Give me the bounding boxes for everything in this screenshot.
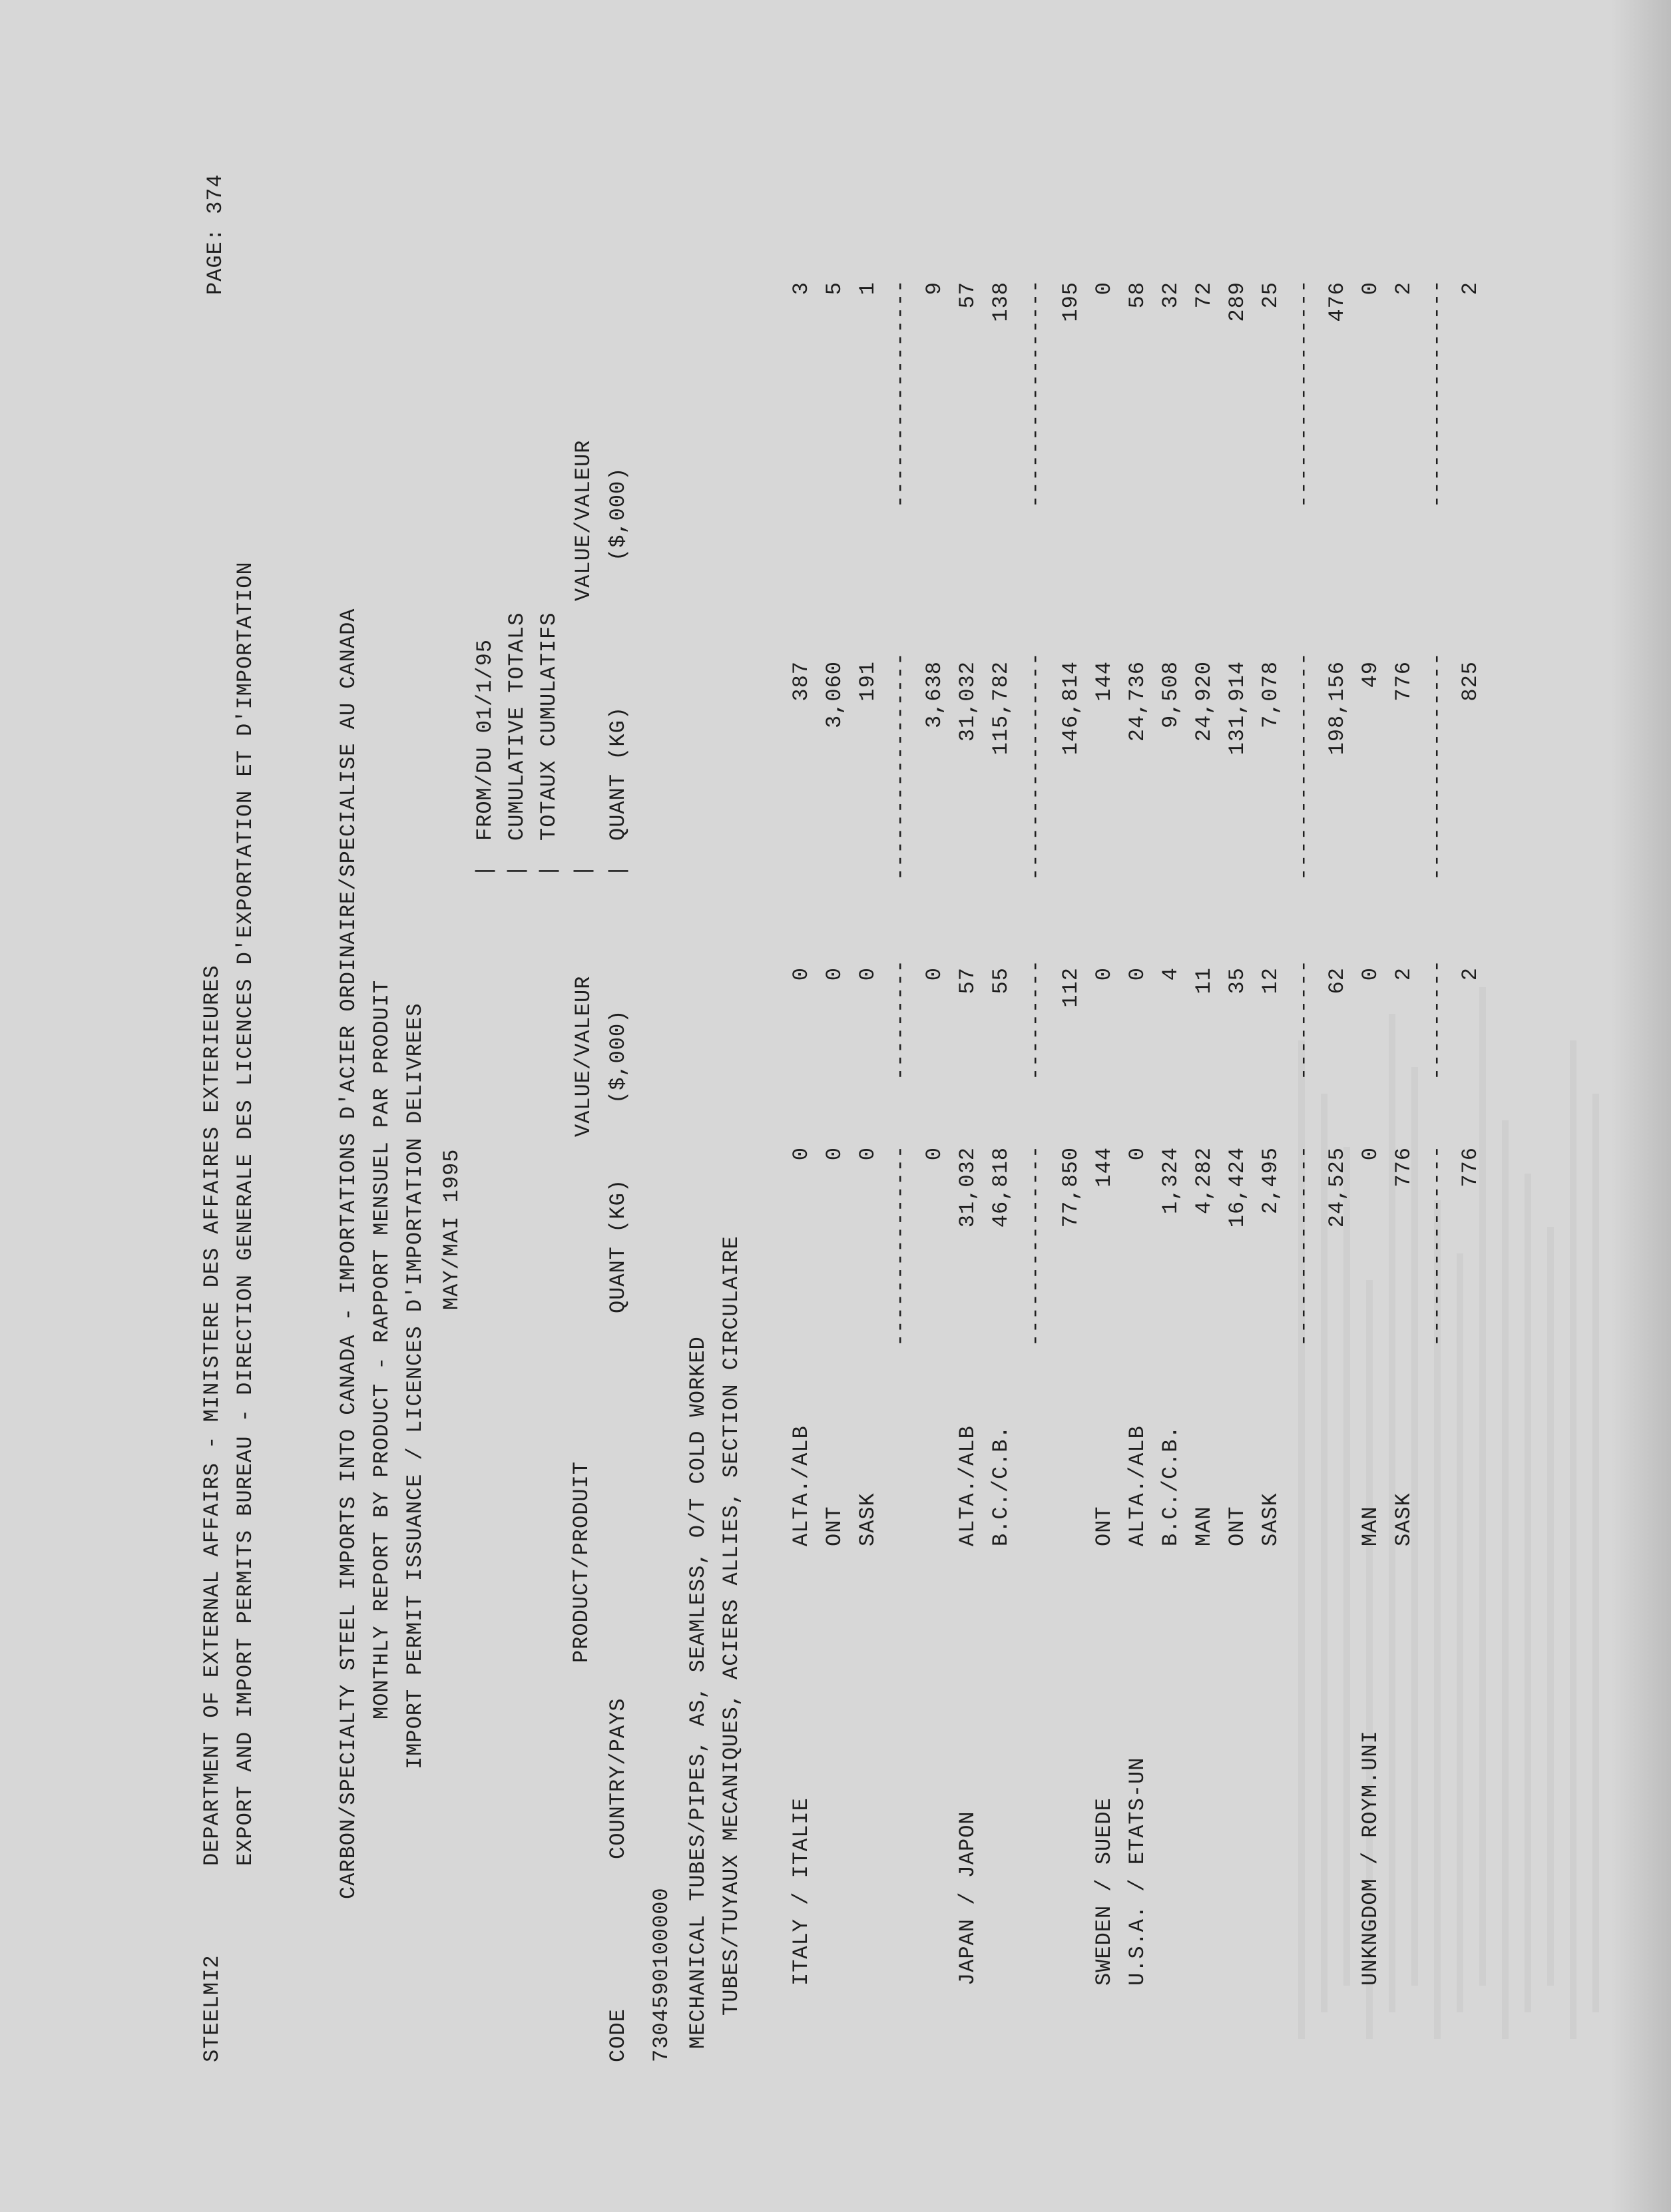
cumulative-quantity-cell: 7,078 — [1258, 661, 1283, 729]
country-cell: ITALY / ITALIE — [789, 1797, 814, 1986]
cumulative-value-cell: 289 — [1225, 282, 1250, 322]
cumulative-en: CUMULATIVE TOTALS — [505, 612, 529, 841]
cumulative-quantity-cell: 144 — [1092, 661, 1116, 702]
divider: | — [606, 863, 630, 877]
quantity-cell: 0 — [789, 1147, 814, 1161]
value-cell: 0 — [922, 967, 947, 981]
country-cell: UNKNGDOM / ROYM.UNI — [1358, 1730, 1383, 1986]
province-cell: MAN — [1192, 1506, 1216, 1546]
quantity-cell: 776 — [1391, 1147, 1416, 1188]
subtotal-separator: ----------------- — [1292, 279, 1316, 508]
quantity-cell: 0 — [922, 1147, 947, 1161]
quantity-cell: 144 — [1092, 1147, 1116, 1188]
cumulative-value-cell: 1 — [855, 282, 880, 296]
cumulative-quantity-cell: 131,914 — [1225, 661, 1250, 756]
bleed-line — [1547, 1227, 1554, 1986]
cumulative-quantity-cell: 191 — [855, 661, 880, 702]
subtotal-separator: ----------------- — [888, 652, 913, 881]
cum-value-unit: ($,000) — [606, 467, 630, 561]
province-cell: ALTA./ALB — [789, 1425, 814, 1546]
province-cell: MAN — [1358, 1506, 1383, 1546]
province-cell: B.C./C.B. — [989, 1425, 1013, 1546]
province-cell: ALTA./ALB — [1125, 1425, 1150, 1546]
subtotal-separator: --------------- — [1292, 1144, 1316, 1347]
cum-quant-header: QUANT (KG) — [606, 706, 630, 841]
value-cell: 2 — [1391, 967, 1416, 981]
subtotal-separator: ----------------- — [1425, 279, 1449, 508]
value-cell: 62 — [1325, 967, 1349, 995]
divider: | — [505, 863, 529, 877]
quantity-cell: 24,525 — [1325, 1147, 1349, 1228]
cumulative-quantity-cell: 3,638 — [922, 661, 947, 729]
subtotal-separator: --------- — [1425, 959, 1449, 1080]
cumulative-quantity-cell: 3,060 — [822, 661, 847, 729]
subtotal-separator: ----------------- — [888, 279, 913, 508]
cumulative-value-cell: 2 — [1458, 282, 1483, 296]
divider: | — [537, 863, 561, 877]
value-cell: 0 — [822, 967, 847, 981]
bureau-line: EXPORT AND IMPORT PERMITS BUREAU - DIRECTION GENERALE DES LICENCES D'EXPORTATION ET D'IMPORTATION — [233, 561, 258, 1866]
province-cell: ALTA./ALB — [955, 1425, 980, 1546]
subtotal-separator: --------- — [888, 959, 913, 1080]
value-cell: 2 — [1458, 967, 1483, 981]
value-header: VALUE/VALEUR — [571, 975, 596, 1137]
quantity-cell: 0 — [1125, 1147, 1150, 1161]
quantity-cell: 1,324 — [1158, 1147, 1183, 1215]
product-desc-fr: TUBES/TUYAUX MECANIQUES, ACIERS ALLIES, SECTION CIRCULAIRE — [719, 1235, 744, 2016]
cumulative-value-cell: 32 — [1158, 282, 1183, 309]
cumulative-quantity-cell: 825 — [1458, 661, 1483, 702]
cumulative-quantity-cell: 31,032 — [955, 661, 980, 742]
cumulative-value-cell: 58 — [1125, 282, 1150, 309]
value-cell: 0 — [855, 967, 880, 981]
quantity-cell: 31,032 — [955, 1147, 980, 1228]
value-cell: 57 — [955, 967, 980, 995]
province-cell: SASK — [1391, 1492, 1416, 1546]
quant-header: QUANT (KG) — [606, 1178, 630, 1313]
cumulative-value-cell: 2 — [1391, 282, 1416, 296]
subtotal-separator: --------------- — [1425, 1144, 1449, 1347]
product-code: 7304590100000 — [649, 1887, 674, 2062]
report-subtitle-2: IMPORT PERMIT ISSUANCE / LICENCES D'IMPORTATION DELIVREES — [403, 1002, 427, 1769]
subtotal-separator: --------- — [1023, 959, 1048, 1080]
country-cell: U.S.A. / ETATS-UN — [1125, 1757, 1150, 1986]
code-header: CODE — [606, 2008, 630, 2062]
quantity-cell: 0 — [855, 1147, 880, 1161]
report-subtitle: MONTHLY REPORT BY PRODUCT - RAPPORT MENSUEL PAR PRODUIT — [369, 979, 394, 1719]
department-line: DEPARTMENT OF EXTERNAL AFFAIRS - MINISTERE DES AFFAIRES EXTERIEURES — [200, 965, 224, 1866]
province-cell: SASK — [1258, 1492, 1283, 1546]
bleed-line — [1502, 1120, 1509, 2039]
cumulative-quantity-cell: 49 — [1358, 661, 1383, 688]
value-cell: 0 — [1092, 967, 1116, 981]
page-number: PAGE: 374 — [203, 174, 228, 295]
quantity-cell: 776 — [1458, 1147, 1483, 1188]
value-cell: 4 — [1158, 967, 1183, 981]
quantity-cell: 16,424 — [1225, 1147, 1250, 1228]
value-cell: 11 — [1192, 967, 1216, 995]
cumulative-value-cell: 195 — [1059, 282, 1083, 322]
bleed-line — [1525, 1174, 1531, 2012]
cumulative-value-cell: 72 — [1192, 282, 1216, 309]
country-cell: JAPAN / JAPON — [955, 1811, 980, 1986]
subtotal-separator: ----------------- — [1023, 652, 1048, 881]
value-cell: 12 — [1258, 967, 1283, 995]
from-date: FROM/DU 01/1/95 — [473, 638, 497, 841]
cumulative-fr: TOTAUX CUMULATIFS — [537, 612, 561, 841]
country-cell: SWEDEN / SUEDE — [1092, 1797, 1116, 1986]
quantity-cell: 46,818 — [989, 1147, 1013, 1228]
cumulative-value-cell: 476 — [1325, 282, 1349, 322]
cumulative-quantity-cell: 146,814 — [1059, 661, 1083, 756]
country-header: COUNTRY/PAYS — [606, 1697, 630, 1859]
quantity-cell: 0 — [1358, 1147, 1383, 1161]
value-cell: 35 — [1225, 967, 1250, 995]
subtotal-separator: ----------------- — [1292, 652, 1316, 881]
cumulative-value-cell: 3 — [789, 282, 814, 296]
cumulative-value-cell: 25 — [1258, 282, 1283, 309]
value-cell: 112 — [1059, 967, 1083, 1008]
cumulative-quantity-cell: 387 — [789, 661, 814, 702]
value-cell: 0 — [1125, 967, 1150, 981]
cumulative-value-cell: 138 — [989, 282, 1013, 322]
cumulative-quantity-cell: 24,736 — [1125, 661, 1150, 742]
subtotal-separator: --------------- — [1023, 1144, 1048, 1347]
cumulative-value-cell: 9 — [922, 282, 947, 296]
product-desc-en: MECHANICAL TUBES/PIPES, AS, SEAMLESS, O/T COLD WORKED — [686, 1336, 710, 2049]
report-period: MAY/MAI 1995 — [439, 1148, 464, 1310]
cumulative-value-cell: 0 — [1358, 282, 1383, 296]
value-cell: 0 — [789, 967, 814, 981]
cumulative-quantity-cell: 9,508 — [1158, 661, 1183, 729]
bleed-line — [1592, 1094, 1599, 2012]
subtotal-separator: ----------------- — [1425, 652, 1449, 881]
quantity-cell: 77,850 — [1059, 1147, 1083, 1228]
cumulative-quantity-cell: 198,156 — [1325, 661, 1349, 756]
province-cell: B.C./C.B. — [1158, 1425, 1183, 1546]
value-cell: 0 — [1358, 967, 1383, 981]
province-cell: SASK — [855, 1492, 880, 1546]
cumulative-quantity-cell: 776 — [1391, 661, 1416, 702]
subtotal-separator: --------- — [1292, 959, 1316, 1080]
cumulative-value-cell: 57 — [955, 282, 980, 309]
province-cell: ONT — [822, 1506, 847, 1546]
cumulative-quantity-cell: 24,920 — [1192, 661, 1216, 742]
quantity-cell: 0 — [822, 1147, 847, 1161]
province-cell: ONT — [1092, 1506, 1116, 1546]
report-id: STEELMI2 — [200, 1954, 224, 2062]
value-unit: ($,000) — [606, 1009, 630, 1104]
province-cell: ONT — [1225, 1506, 1250, 1546]
quantity-cell: 4,282 — [1192, 1147, 1216, 1215]
divider: | — [571, 863, 596, 877]
divider: | — [473, 863, 497, 877]
cum-value-header: VALUE/VALEUR — [571, 439, 596, 601]
value-cell: 55 — [989, 967, 1013, 995]
cumulative-quantity-cell: 115,782 — [989, 661, 1013, 756]
report-title: CARBON/SPECIALTY STEEL IMPORTS INTO CANADA - IMPORTATIONS D'ACIER ORDINAIRE/SPECIALISE AU CANADA — [336, 608, 361, 1899]
cumulative-value-cell: 5 — [822, 282, 847, 296]
bleed-line — [1570, 1040, 1576, 2039]
subtotal-separator: ----------------- — [1023, 279, 1048, 508]
subtotal-separator: --------------- — [888, 1144, 913, 1347]
quantity-cell: 2,495 — [1258, 1147, 1283, 1215]
cumulative-value-cell: 0 — [1092, 282, 1116, 296]
product-header: PRODUCT/PRODUIT — [569, 1460, 594, 1663]
